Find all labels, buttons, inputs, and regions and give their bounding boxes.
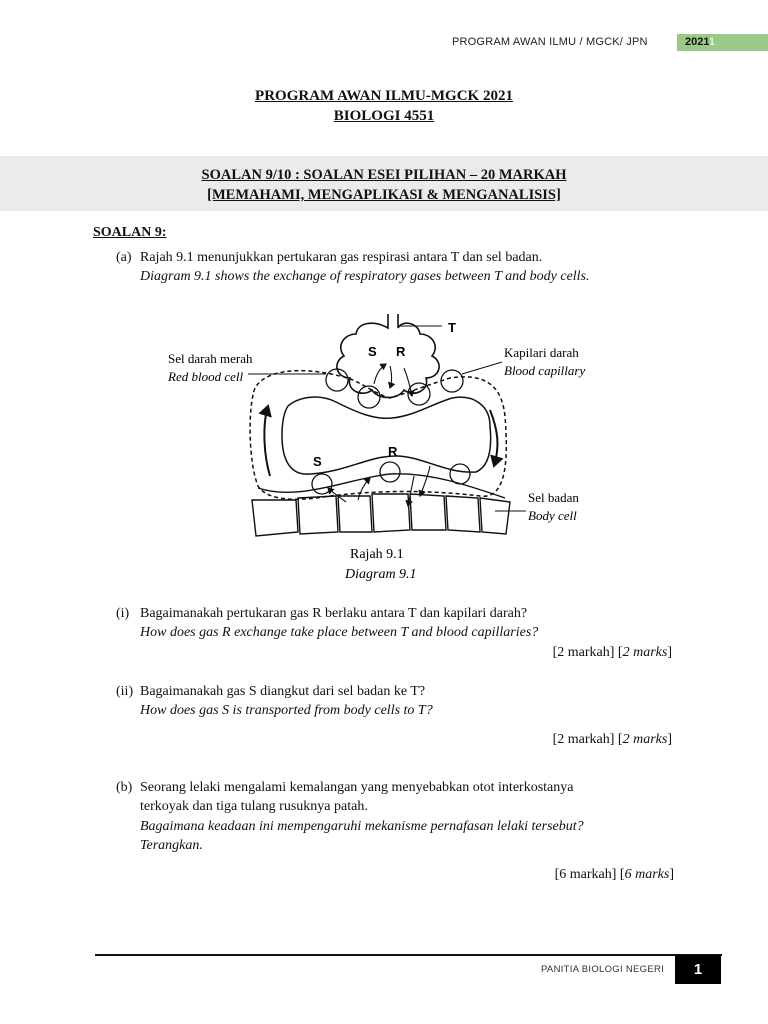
diagram-capillary-en: Blood capillary xyxy=(504,363,586,378)
header-year-tail: 1 xyxy=(708,36,715,48)
rbc-6 xyxy=(380,462,400,482)
rbc-1 xyxy=(326,369,348,391)
diagram-label-R-bottom: R xyxy=(388,444,398,459)
part-i-marks xyxy=(553,644,672,662)
rbc-4 xyxy=(441,370,463,392)
part-b-text-en-1: Bagaimana keadaan ini mempengaruhi mekanisme pernafasan lelaki tersebut? xyxy=(140,819,584,834)
part-b-marks-ms: [6 markah] [ xyxy=(554,867,625,882)
section-title: SOALAN 9/10 : SOALAN ESEI PILIHAN – 20 MARKAH xyxy=(201,167,567,183)
diagram-rbc-ms: Sel darah merah xyxy=(168,351,253,366)
header-year: 2021 xyxy=(685,36,709,48)
part-b-marks xyxy=(555,866,674,884)
part-i-label: (i) xyxy=(116,606,130,621)
part-b-marks-close: ] xyxy=(669,867,674,882)
footer-rule xyxy=(95,954,722,956)
diagram-label-R-top: R xyxy=(396,344,406,359)
part-b-label: (b) xyxy=(116,780,133,795)
header-year-badge xyxy=(677,34,768,51)
page-subtitle: BIOLOGI 4551 xyxy=(333,108,435,124)
part-i-marks-ms: [2 markah] [ xyxy=(552,645,623,660)
diagram-capillary-ms: Kapilari darah xyxy=(504,345,579,360)
diagram-body-cell-ms: Sel badan xyxy=(528,490,579,505)
header-program: PROGRAM AWAN ILMU / MGCK/ JPN xyxy=(452,36,648,48)
diagram-caption-en: Diagram 9.1 xyxy=(345,567,417,582)
diagram-label-S-top: S xyxy=(368,344,377,359)
part-ii-marks xyxy=(553,731,672,749)
diagram-label-S-bottom: S xyxy=(313,454,322,469)
part-a-label: (a) xyxy=(116,250,132,265)
part-a-text-en: Diagram 9.1 shows the exchange of respiratory gases between T and body cells. xyxy=(140,269,590,284)
rbc-7 xyxy=(450,464,470,484)
diagram-rbc-en: Red blood cell xyxy=(168,369,244,384)
part-b-marks-en: 6 marks xyxy=(624,867,670,882)
footer-text: PANITIA BIOLOGI NEGERI xyxy=(541,964,665,975)
page-title: PROGRAM AWAN ILMU-MGCK 2021 xyxy=(255,88,513,104)
rbc-5 xyxy=(312,474,332,494)
part-ii-label: (ii) xyxy=(116,684,134,699)
part-ii-text-ms: Bagaimanakah gas S diangkut dari sel badan ke T? xyxy=(140,684,426,699)
part-i-marks-en: 2 marks xyxy=(622,645,668,660)
part-b-text-en-2: Terangkan. xyxy=(140,838,203,853)
diagram-label-T: T xyxy=(448,320,456,335)
part-b-text-ms-1: Seorang lelaki mengalami kemalangan yang menyebabkan otot interkostanya xyxy=(140,780,574,795)
diagram-caption-ms: Rajah 9.1 xyxy=(350,547,404,562)
part-ii-marks-ms: [2 markah] [ xyxy=(552,732,623,747)
part-i-marks-close: ] xyxy=(667,645,672,660)
part-a-text-ms: Rajah 9.1 menunjukkan pertukaran gas respirasi antara T dan sel badan. xyxy=(140,250,543,265)
part-i-text-ms: Bagaimanakah pertukaran gas R berlaku antara T dan kapilari darah? xyxy=(140,606,528,621)
body-cells xyxy=(252,494,510,536)
diagram-9-1 xyxy=(160,306,620,591)
question-heading: SOALAN 9: xyxy=(93,225,167,240)
part-ii-marks-close: ] xyxy=(667,732,672,747)
part-ii-marks-en: 2 marks xyxy=(622,732,668,747)
diagram-body-cell-en: Body cell xyxy=(528,508,577,523)
part-b-text-ms-2: terkoyak dan tiga tulang rusuknya patah. xyxy=(140,799,368,814)
part-i-text-en: How does gas R exchange take place between T and blood capillaries? xyxy=(140,625,539,640)
part-ii-text-en: How does gas S is transported from body cells to T? xyxy=(140,703,433,718)
section-skills: [MEMAHAMI, MENGAPLIKASI & MENGANALISIS] xyxy=(207,187,561,203)
alveolus-shape xyxy=(337,314,439,398)
page-number: 1 xyxy=(675,955,721,984)
